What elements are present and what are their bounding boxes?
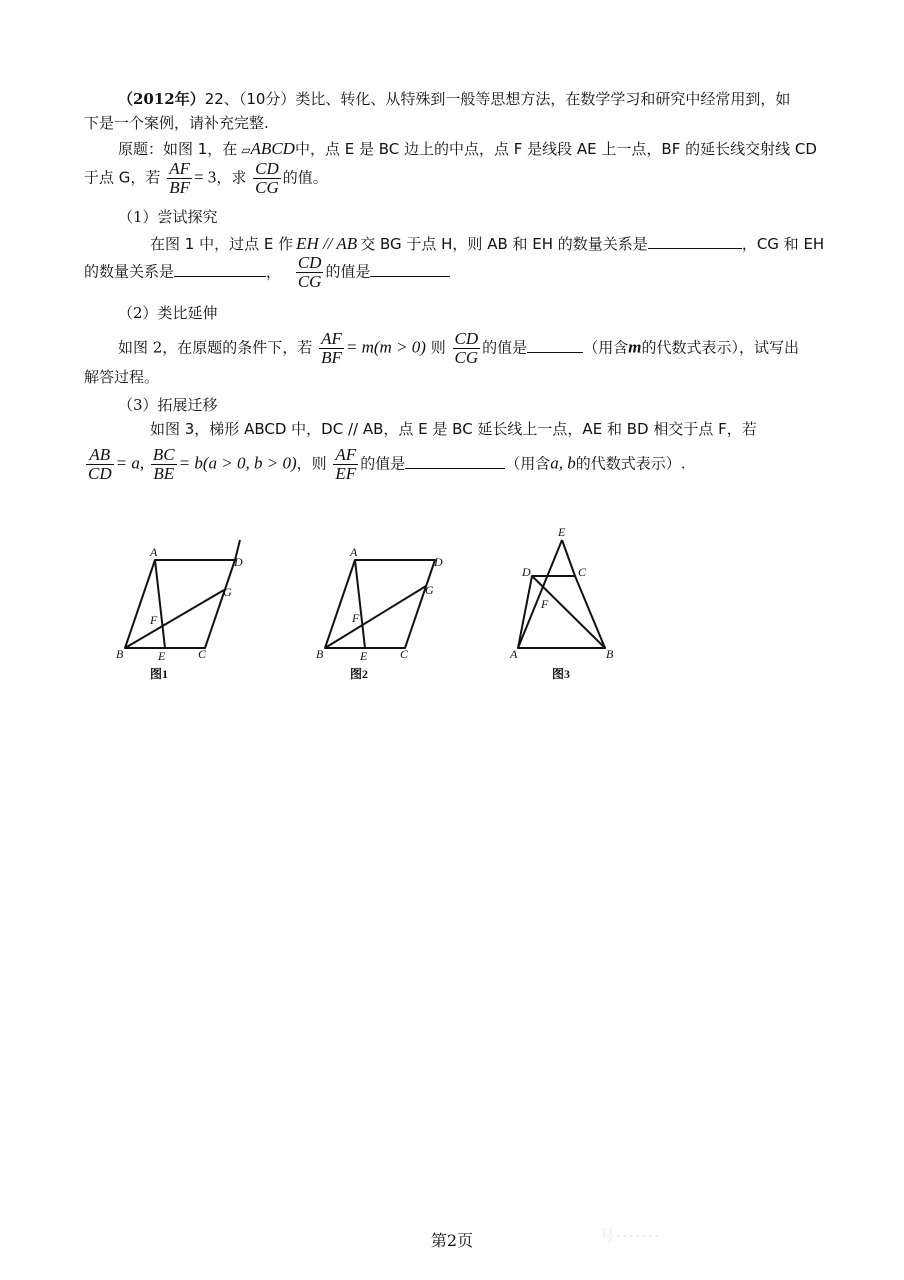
fig3-segment-ce bbox=[562, 540, 575, 576]
equals-b: = b(a > 0, b > 0) bbox=[178, 453, 297, 473]
intro-line-2 bbox=[84, 112, 269, 134]
fig3-segment-bd bbox=[532, 576, 605, 648]
part3-line-1 bbox=[150, 418, 757, 440]
frac-den: CG bbox=[255, 178, 279, 197]
fig3-label-d: D bbox=[522, 565, 531, 579]
figure-2 bbox=[325, 560, 435, 648]
frac-den: EF bbox=[335, 464, 357, 483]
page-number: 第2页 bbox=[430, 1231, 474, 1250]
page-footer bbox=[0, 1228, 904, 1251]
intro-line-1 bbox=[118, 88, 790, 110]
frac-num: BC bbox=[152, 445, 175, 464]
ab-variables: a, b bbox=[550, 453, 576, 473]
answer-blank-1[interactable] bbox=[648, 232, 742, 249]
original-text-a: 原题：如图 1，在 bbox=[118, 140, 238, 158]
equals-m: = m(m > 0) bbox=[345, 337, 426, 357]
fig2-label-c: C bbox=[400, 647, 409, 661]
seek-text: ，求 bbox=[216, 168, 247, 187]
frac-den: BF bbox=[321, 348, 342, 367]
frac-num: AF bbox=[169, 159, 190, 178]
fig3-caption: 图3 bbox=[552, 667, 571, 681]
fraction-cd-cg-2 bbox=[296, 254, 324, 291]
part1-title bbox=[118, 206, 218, 228]
parallelogram-icon: ▱ bbox=[241, 143, 251, 157]
answer-blank-2[interactable] bbox=[174, 260, 266, 277]
frac-num: CD bbox=[297, 253, 322, 272]
fig2-label-g: G bbox=[425, 583, 434, 597]
fraction-af-ef bbox=[333, 446, 358, 483]
frac-den: CG bbox=[297, 272, 322, 291]
fig1-caption: 图1 bbox=[150, 667, 169, 681]
answer-blank-3[interactable] bbox=[370, 260, 450, 277]
part2-title-text: （2）类比延伸 bbox=[118, 304, 218, 322]
part3-text-d: 的代数式表示）. bbox=[575, 454, 686, 473]
intro-text: 22、（10分）类比、转化、从特殊到一般等思想方法，在数学学习和研究中经常用到，如 bbox=[204, 90, 791, 108]
equals-three: = 3 bbox=[193, 167, 217, 187]
fig1-label-b: B bbox=[116, 647, 124, 661]
fig2-label-b: B bbox=[316, 647, 324, 661]
answer-blank-5[interactable] bbox=[405, 452, 505, 469]
abcd-label: ABCD bbox=[250, 139, 295, 158]
fig1-segment-bg bbox=[125, 590, 224, 648]
comma: ， bbox=[266, 262, 282, 281]
part1-line-2 bbox=[84, 254, 450, 291]
figure-3 bbox=[518, 540, 605, 648]
fraction-af-bf bbox=[167, 160, 192, 197]
part1-line-1 bbox=[150, 232, 824, 255]
fraction-cd-cg bbox=[253, 160, 281, 197]
fig2-segment-ae bbox=[355, 560, 365, 648]
fig1-segment-ae bbox=[155, 560, 165, 648]
intro-text-2: 下是一个案例，请补充完整. bbox=[84, 114, 269, 132]
fig1-label-c: C bbox=[198, 647, 207, 661]
original-line-2 bbox=[84, 160, 328, 197]
fig1-label-g: G bbox=[223, 585, 232, 599]
fig1-label-a: A bbox=[150, 545, 158, 559]
fig3-label-b: B bbox=[606, 647, 614, 661]
part3-line-2 bbox=[84, 446, 686, 483]
fig2-label-d: D bbox=[434, 555, 443, 569]
fig1-label-e: E bbox=[158, 649, 166, 663]
figures-area bbox=[100, 518, 660, 698]
part2-text-d: 的代数式表示），试写出 bbox=[641, 338, 799, 357]
fig3-trapezoid bbox=[518, 576, 605, 648]
frac-den: BF bbox=[169, 178, 190, 197]
fig1-label-d: D bbox=[234, 555, 243, 569]
fraction-af-bf-2 bbox=[319, 330, 344, 367]
value-of-text: 的值。 bbox=[282, 168, 328, 187]
watermark: 号······· bbox=[600, 1229, 662, 1245]
year-label: （2012年） bbox=[118, 90, 205, 108]
fig2-segment-bg bbox=[325, 586, 426, 648]
frac-den: CG bbox=[454, 348, 479, 367]
part3-text-b: 的值是 bbox=[360, 454, 406, 473]
frac-num: AB bbox=[86, 446, 114, 465]
frac-num: AF bbox=[321, 329, 342, 348]
frac-num: AF bbox=[335, 445, 357, 464]
fig3-label-e: E bbox=[558, 525, 566, 539]
part2-text-c: （用含 bbox=[583, 338, 629, 357]
frac-den: BE bbox=[153, 464, 175, 483]
part1-text-c: ，CG 和 EH bbox=[741, 235, 825, 253]
part2-line-1 bbox=[118, 330, 799, 367]
part1-text-d: 的数量关系是 bbox=[84, 262, 175, 281]
part2-line-2 bbox=[84, 366, 159, 388]
fig3-label-f: F bbox=[541, 597, 549, 611]
part2-text-a: 如图 2，在原题的条件下，若 bbox=[118, 338, 313, 357]
original-text-c: 于点 G，若 bbox=[84, 168, 161, 187]
fraction-bc-be bbox=[151, 446, 177, 483]
then-text: 则 bbox=[430, 338, 446, 357]
part1-text-e: 的值是 bbox=[325, 262, 371, 281]
fig2-label-f: F bbox=[352, 611, 360, 625]
part3-text-c: （用含 bbox=[505, 454, 551, 473]
part1-text-a: 在图 1 中，过点 E 作 bbox=[150, 235, 294, 253]
fig2-parallelogram bbox=[325, 560, 435, 648]
m-variable: m bbox=[628, 337, 642, 357]
part2-title bbox=[118, 302, 218, 324]
fig3-label-c: C bbox=[578, 565, 587, 579]
original-text-b: 中，点 E 是 BC 边上的中点，点 F 是线段 AE 上一点，BF 的延长线交射线 CD bbox=[294, 140, 817, 158]
fig2-label-a: A bbox=[350, 545, 358, 559]
part1-text-b: 交 BG 于点 H，则 AB 和 EH 的数量关系是 bbox=[360, 235, 648, 253]
fig3-segment-ae bbox=[518, 540, 562, 648]
part2-text-b: 的值是 bbox=[482, 338, 528, 357]
fig1-parallelogram bbox=[125, 560, 235, 648]
part2-text-line2: 解答过程。 bbox=[84, 368, 160, 386]
part3-text-a: 如图 3，梯形 ABCD 中，DC // AB，点 E 是 BC 延长线上一点，AE 和 BD 相交于点 F，若 bbox=[150, 420, 757, 438]
fraction-ab-cd bbox=[86, 446, 114, 483]
frac-num: CD bbox=[454, 329, 479, 348]
fig2-label-e: E bbox=[360, 649, 368, 663]
fig3-label-a: A bbox=[510, 647, 518, 661]
equals-a: = a, bbox=[115, 453, 145, 473]
part3-title-text: （3）拓展迁移 bbox=[118, 396, 218, 414]
frac-num: CD bbox=[255, 159, 279, 178]
fig1-label-f: F bbox=[150, 613, 158, 627]
geometry-figures bbox=[100, 518, 660, 698]
then-text-3: ，则 bbox=[296, 454, 327, 473]
answer-blank-4[interactable] bbox=[527, 336, 583, 353]
eh-parallel-ab: EH // AB bbox=[296, 234, 358, 253]
fig2-caption: 图2 bbox=[350, 667, 369, 681]
part3-title bbox=[118, 394, 218, 416]
part1-title-text: （1）尝试探究 bbox=[118, 208, 218, 226]
fraction-cd-cg-3 bbox=[453, 330, 481, 367]
original-line-1 bbox=[118, 138, 817, 161]
frac-den: CD bbox=[88, 464, 112, 483]
